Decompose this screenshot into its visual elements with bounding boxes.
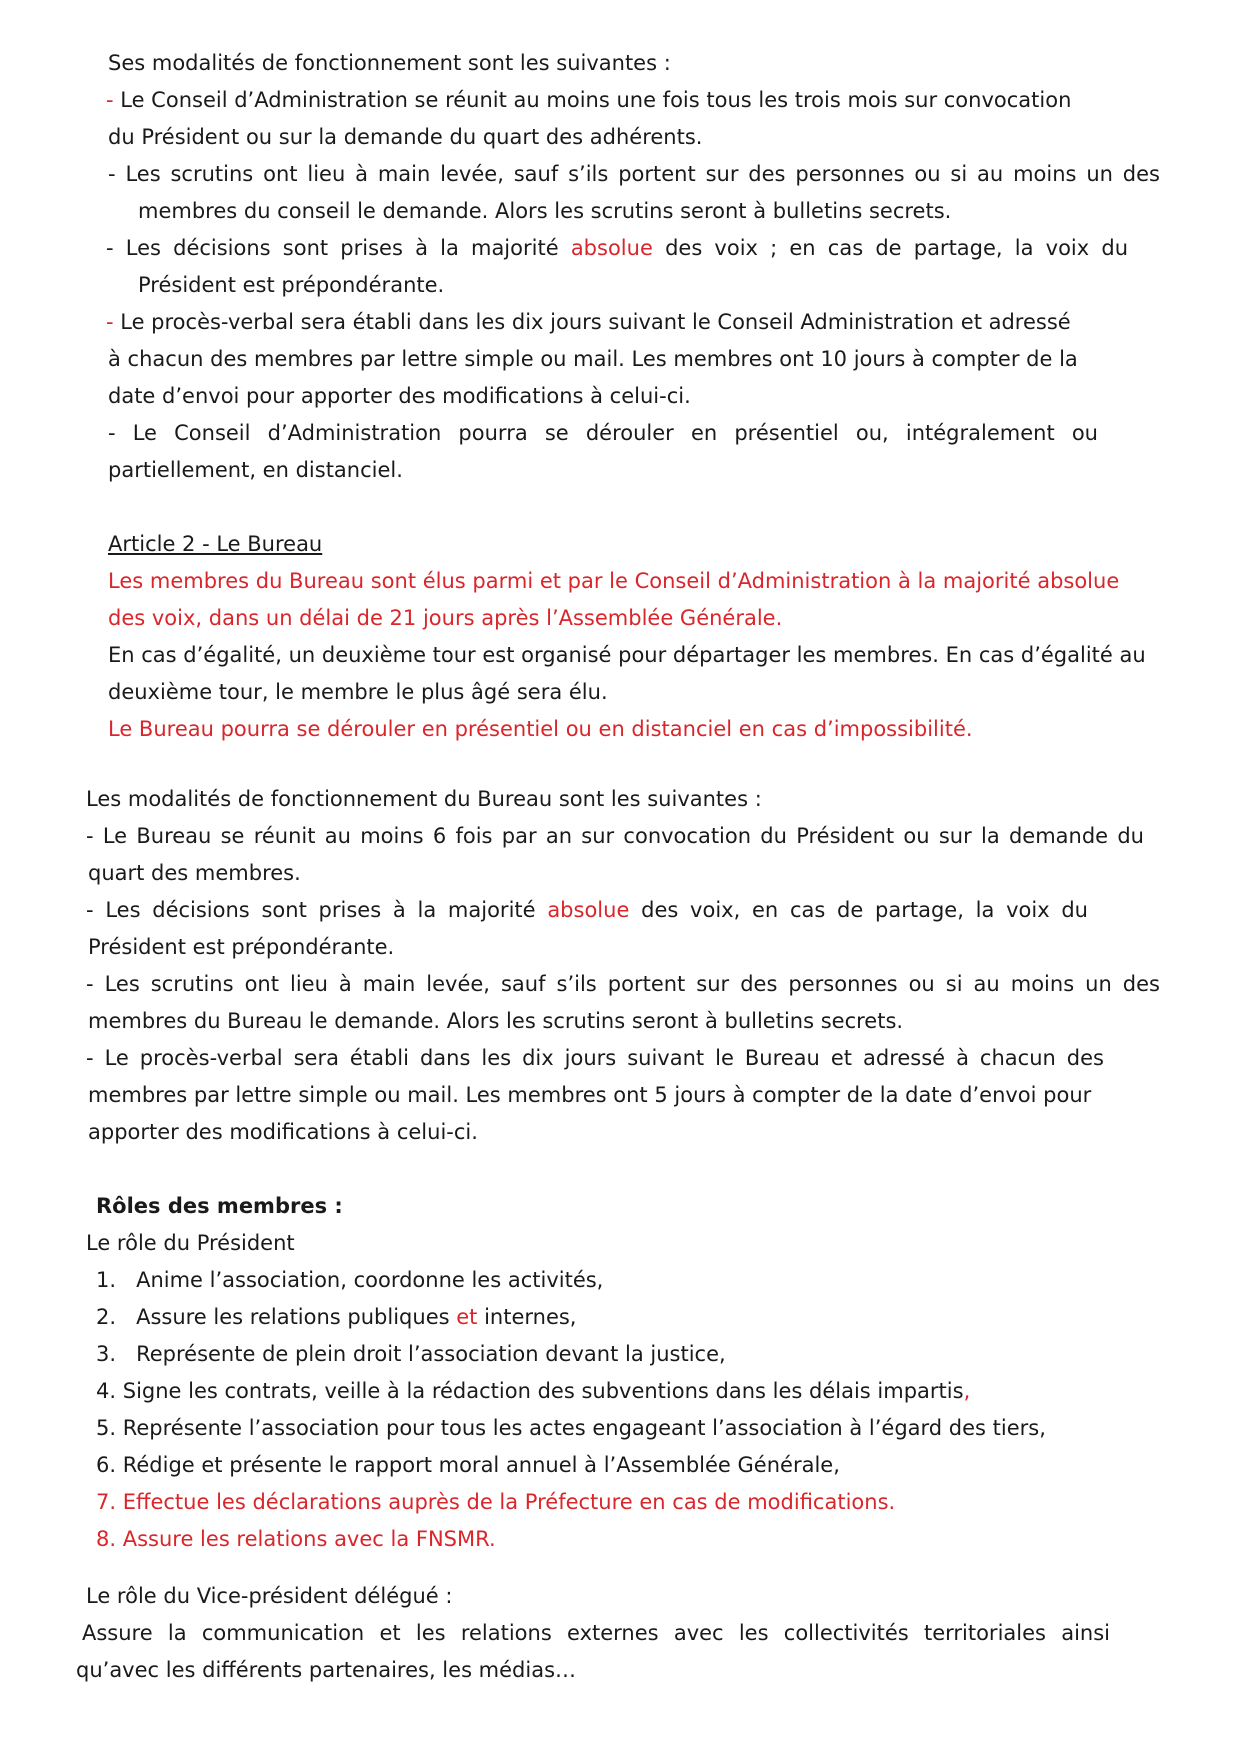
president-role-title: Le rôle du Président (86, 1231, 295, 1255)
article-2-red-line-2: des voix, dans un délai de 21 jours après l’Assemblée Générale. (108, 606, 783, 630)
president-role-item-1: 1. Anime l’association, coordonne les activités, (96, 1268, 604, 1292)
article-2-paragraph-line-1: En cas d’égalité, un deuxième tour est organisé pour départager les membres. En cas d’égalité au (108, 643, 1146, 667)
bureau-item-4-line-3: apporter des modifications à celui-ci. (88, 1120, 478, 1144)
bureau-item-2-line-1: - Les décisions sont prises à la majorité absolue des voix, en cas de partage, la voix du (86, 898, 1088, 922)
ca-item-1-line-1: - Le Conseil d’Administration se réunit au moins une fois tous les trois mois sur convocation (106, 88, 1072, 112)
roles-heading: Rôles des membres : (96, 1194, 343, 1218)
bureau-item-4-line-1: - Le procès-verbal sera établi dans les dix jours suivant le Bureau et adressé à chacun des (86, 1046, 1104, 1070)
article-2-red-line-3: Le Bureau pourra se dérouler en présentiel ou en distanciel en cas d’impossibilité. (108, 717, 973, 741)
bureau-item-1-line-1: - Le Bureau se réunit au moins 6 fois par an sur convocation du Président ou sur la demande du (86, 824, 1144, 848)
bureau-item-1-line-2: quart des membres. (88, 861, 301, 885)
bureau-item-3-line-1: - Les scrutins ont lieu à main levée, sauf s’ils portent sur des personnes ou si au moins un des (86, 972, 1160, 996)
ca-item-3-line-2: Président est prépondérante. (138, 273, 445, 297)
ca-item-4-line-1: - Le procès-verbal sera établi dans les dix jours suivant le Conseil Administration et adressé (106, 310, 1071, 334)
president-role-item-6: 6. Rédige et présente le rapport moral annuel à l’Assemblée Générale, (96, 1453, 840, 1477)
president-role-item-7: 7. Effectue les déclarations auprès de la Préfecture en cas de modifications. (96, 1490, 896, 1514)
president-role-item-5: 5. Représente l’association pour tous les actes engageant l’association à l’égard des tiers, (96, 1416, 1046, 1440)
ca-item-2-line-2: membres du conseil le demande. Alors les scrutins seront à bulletins secrets. (138, 199, 952, 223)
vice-president-role-line-2: qu’avec les différents partenaires, les médias… (76, 1658, 577, 1682)
president-role-item-8: 8. Assure les relations avec la FNSMR. (96, 1527, 496, 1551)
vice-president-role-line-1: Assure la communication et les relations externes avec les collectivités territoriales ainsi (82, 1621, 1110, 1645)
ca-item-4-line-2: à chacun des membres par lettre simple ou mail. Les membres ont 10 jours à compter de la (108, 347, 1078, 371)
article-2-title: Article 2 - Le Bureau (108, 532, 323, 556)
bureau-item-3-line-2: membres du Bureau le demande. Alors les scrutins seront à bulletins secrets. (88, 1009, 904, 1033)
bureau-item-2-line-2: Président est prépondérante. (88, 935, 395, 959)
bureau-intro: Les modalités de fonctionnement du Bureau sont les suivantes : (86, 787, 762, 811)
ca-item-5-line-1: - Le Conseil d’Administration pourra se dérouler en présentiel ou, intégralement ou (108, 421, 1098, 445)
president-role-item-3: 3. Représente de plein droit l’association devant la justice, (96, 1342, 726, 1366)
ca-item-2-line-1: - Les scrutins ont lieu à main levée, sauf s’ils portent sur des personnes ou si au moins un des (108, 162, 1160, 186)
president-role-item-4: 4. Signe les contrats, veille à la rédaction des subventions dans les délais impartis, (96, 1379, 971, 1403)
ca-item-3-line-1: - Les décisions sont prises à la majorité absolue des voix ; en cas de partage, la voix du (106, 236, 1128, 260)
ca-item-5-line-2: partiellement, en distanciel. (108, 458, 403, 482)
article-2-paragraph-line-2: deuxième tour, le membre le plus âgé sera élu. (108, 680, 608, 704)
vice-president-role-title: Le rôle du Vice-président délégué : (86, 1584, 453, 1608)
president-role-item-2: 2. Assure les relations publiques et internes, (96, 1305, 577, 1329)
ca-item-4-line-3: date d’envoi pour apporter des modifications à celui-ci. (108, 384, 691, 408)
ca-item-1-line-2: du Président ou sur la demande du quart des adhérents. (108, 125, 703, 149)
bureau-item-4-line-2: membres par lettre simple ou mail. Les membres ont 5 jours à compter de la date d’envoi pour (88, 1083, 1092, 1107)
modalities-intro: Ses modalités de fonctionnement sont les suivantes : (108, 51, 671, 75)
article-2-red-line-1: Les membres du Bureau sont élus parmi et par le Conseil d’Administration à la majorité absolue (108, 569, 1120, 593)
